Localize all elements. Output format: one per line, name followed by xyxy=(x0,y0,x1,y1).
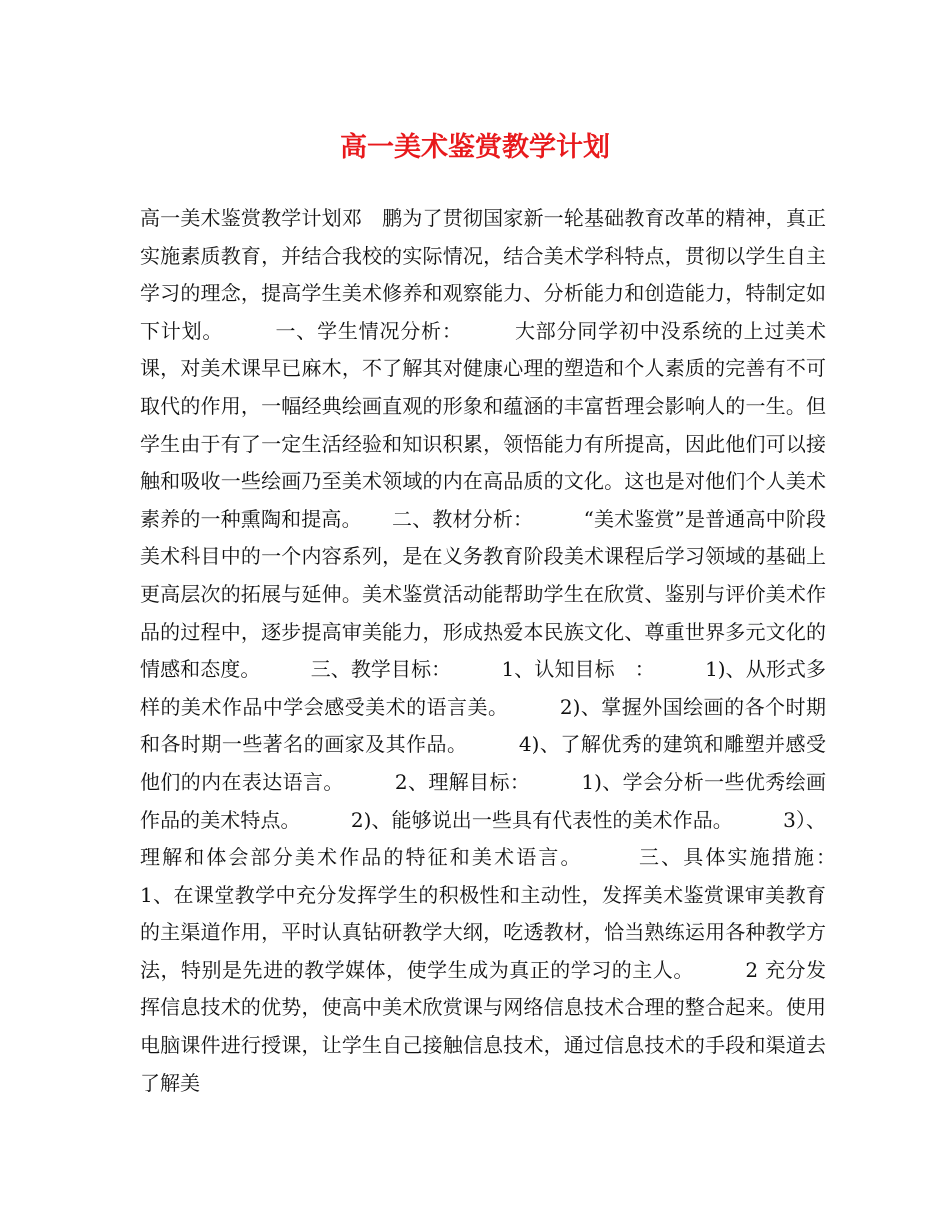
document-body-text: 高一美术鉴赏教学计划邓 鹏为了贯彻国家新一轮基础教育改革的精神，真正实施素质教育，并结合我校的实际情况，结合美术学科特点，贯彻以学生自主学习的理念，提高学生美术修养和观察能力、分析能力和创造能力，特制定如下计划。 一、学生情况分析： 大部分同学初中没系统的上过美术课，对美术课早已麻木，不了解其对健康心理的塑造和个人素质的完善有不可取代的作用，一幅经典绘画直观的形象和蕴涵的丰富哲理会影响人的一生。但学生由于有了一定生活经验和知识积累，领悟能力有所提高，因此他们可以接触和吸收一些绘画乃至美术领域的内在高品质的文化。这也是对他们个人美术素养的一种熏陶和提高。 二、教材分析： “美术鉴赏”是普通高中阶段美术科目中的一个内容系列，是在义务教育阶段美术课程后学习领域的基础上更高层次的拓展与延伸。美术鉴赏活动能帮助学生在欣赏、鉴别与评价美术作品的过程中，逐步提高审美能力，形成热爱本民族文化、尊重世界多元文化的情感和态度。 三、教学目标： 1、认知目标 ： 1)、从形式多样的美术作品中学会感受美术的语言美。 2)、掌握外国绘画的各个时期和各时期一些著名的画家及其作品。 4)、了解优秀的建筑和雕塑并感受他们的内在表达语言。 2、理解目标： 1)、学会分析一些优秀绘画作品的美术特点。 2)、能够说出一些具有代表性的美术作品。 3）、理解和体会部分美术作品的特征和美术语言。 三、具体实施措施： 1、在课堂教学中充分发挥学生的积极性和主动性，发挥美术鉴赏课审美教育的主渠道作用，平时认真钻研教学大纲，吃透教材，恰当熟练运用各种教学方法，特别是先进的教学媒体，使学生成为真正的学习的主人。 2 充分发挥信息技术的优势，使高中美术欣赏课与网络信息技术合理的整合起来。使用电脑课件进行授课，让学生自己接触信息技术，通过信息技术的手段和渠道去了解美 xyxy=(140,206,886,1095)
document-title: 高一美术鉴赏教学计划 xyxy=(340,132,610,163)
